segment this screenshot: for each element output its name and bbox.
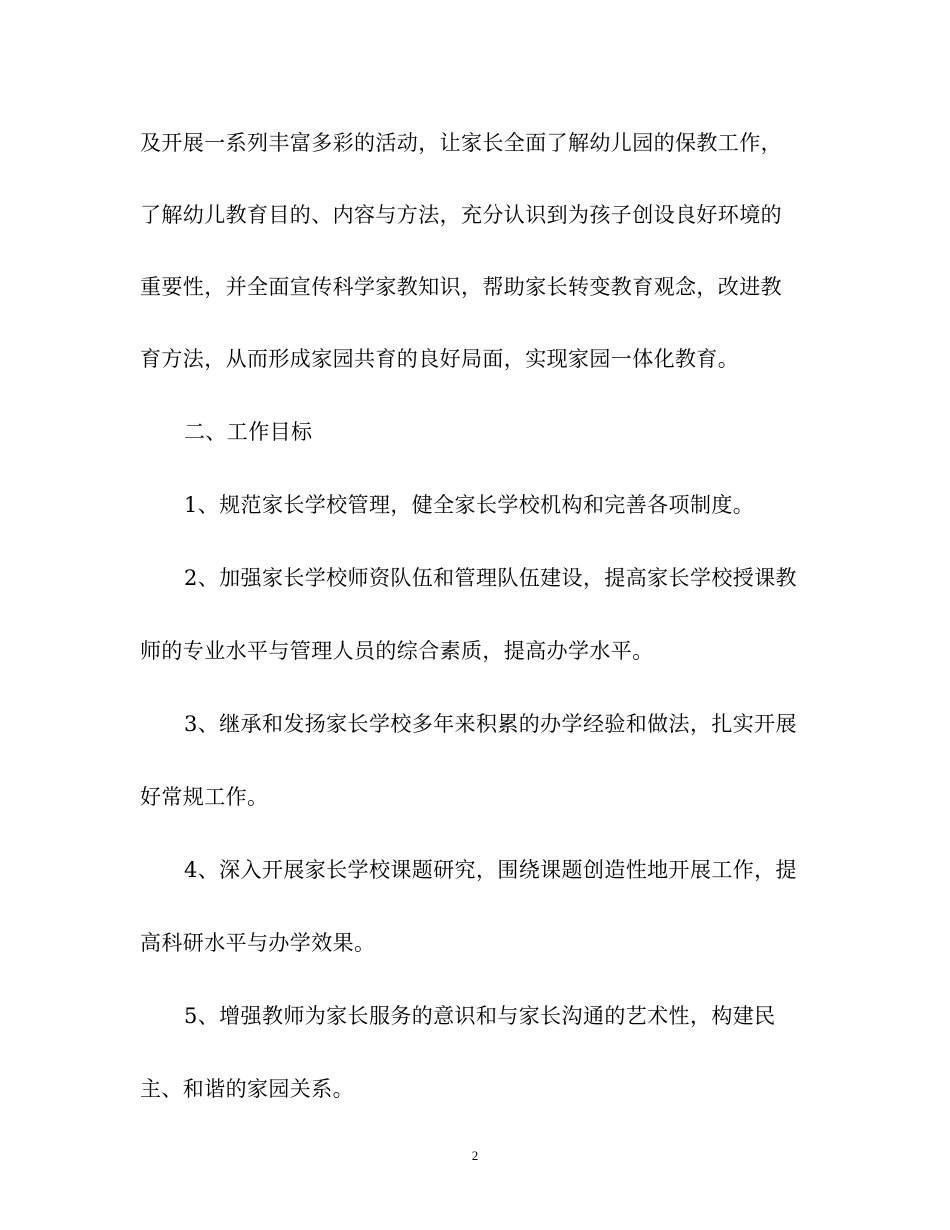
body-text-line: 主、和谐的家园关系。 [140, 1077, 354, 1101]
goal-item-5: 5、增强教师为家长服务的意识和与家长沟通的艺术性，构建民 [184, 1004, 776, 1028]
goal-item-3: 3、继承和发扬家长学校多年来积累的办学经验和做法，扎实开展 [184, 712, 797, 736]
body-text-line: 重要性，并全面宣传科学家教知识，帮助家长转变教育观念，改进教 [140, 275, 782, 299]
body-text-line: 育方法，从而形成家园共育的良好局面，实现家园一体化教育。 [140, 347, 740, 371]
body-text-line: 及开展一系列丰富多彩的活动，让家长全面了解幼儿园的保教工作， [140, 131, 782, 155]
body-text-line: 了解幼儿教育目的、内容与方法，充分认识到为孩子创设良好环境的 [140, 203, 782, 227]
section-heading: 二、工作目标 [184, 420, 313, 444]
body-text-line: 好常规工作。 [140, 785, 269, 809]
goal-item-2: 2、加强家长学校师资队伍和管理队伍建设，提高家长学校授课教 [184, 566, 797, 590]
body-text-line: 高科研水平与办学效果。 [140, 931, 376, 955]
goal-item-4: 4、深入开展家长学校课题研究，围绕课题创造性地开展工作，提 [184, 858, 797, 882]
goal-item-1: 1、规范家长学校管理，健全家长学校机构和完善各项制度。 [184, 493, 755, 517]
body-text-line: 师的专业水平与管理人员的综合素质，提高办学水平。 [140, 639, 654, 663]
page-number: 2 [471, 1148, 479, 1163]
